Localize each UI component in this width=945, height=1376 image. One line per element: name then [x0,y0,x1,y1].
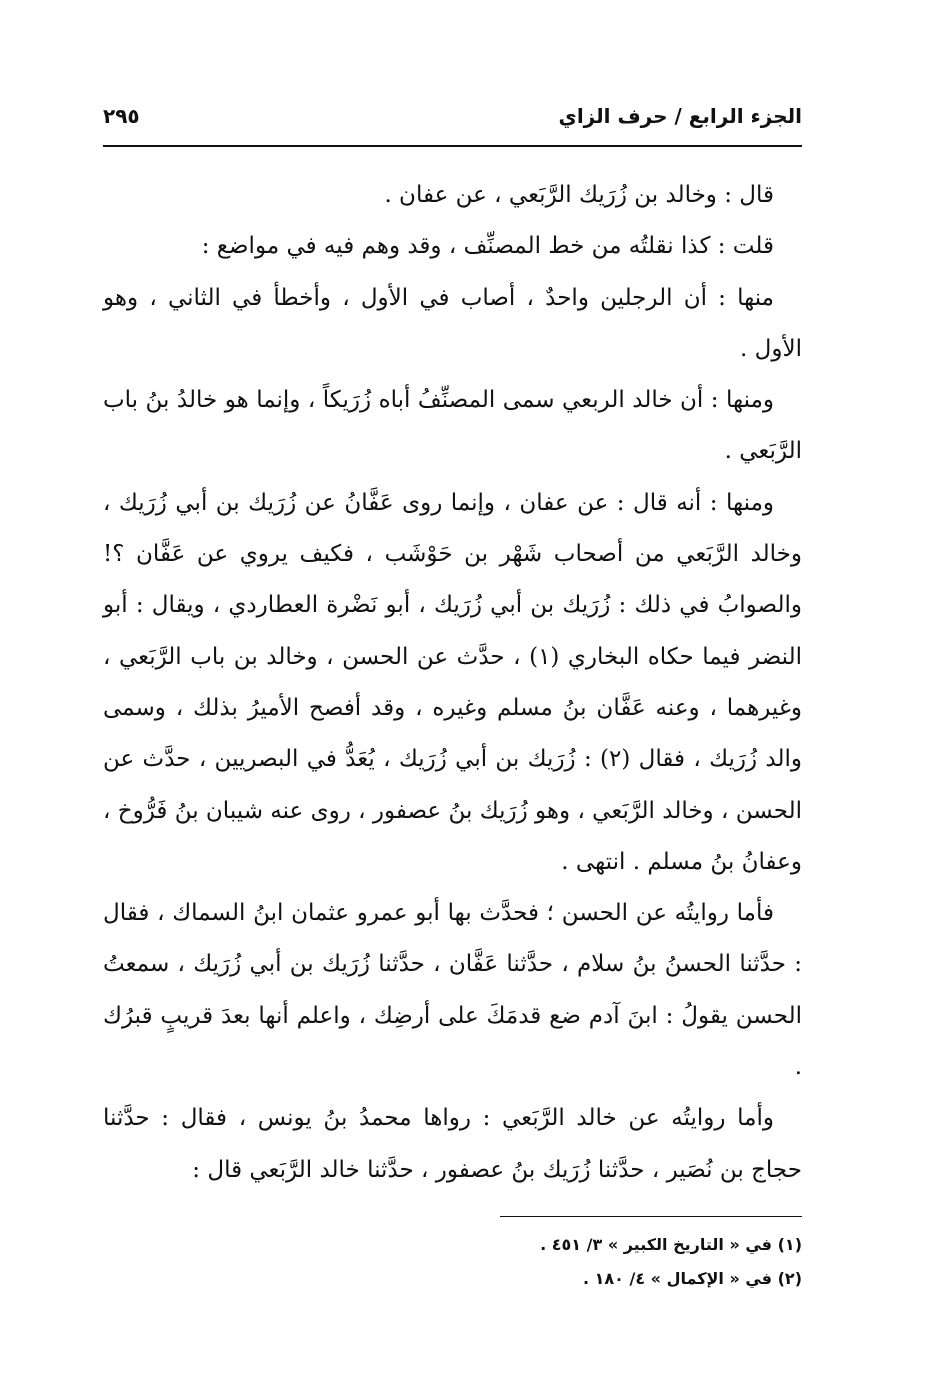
paragraph: منها : أن الرجلين واحدٌ ، أصاب في الأول ، وأخطأ في الثاني ، وهو الأول . [103,284,802,362]
main-text [103,170,802,1196]
paragraph: ومنها : أن خالد الربعي سمى المصنِّفُ أباه زُرَيكاً ، وإنما هو خالدُ بنُ باب الرَّبَعي . [103,387,802,465]
footnote: (٢) في « الإكمال » ٤/ ١٨٠ . [582,1269,802,1288]
paragraph: قلت : كذا نقلتُه من خط المصنِّف ، وقد وهم فيه في مواضع : [201,233,774,260]
paragraph: قال : وخالد بن زُرَيك الرَّبَعي ، عن عفان . [384,182,774,208]
page-header [103,96,802,136]
paragraph: وأما روايتُه عن خالد الرَّبَعي : رواها محمدُ بنُ يونس ، فقال : حدَّثنا حجاج بن نُصَير ، حدَّثنا زُرَيك بنُ عصفور ، حدَّثنا خالد الرَّبَعي قال : [103,1105,802,1183]
page-number: ٢٩٥ [103,104,140,128]
paragraph: فأما روايتُه عن الحسن ؛ فحدَّث بها أبو عمرو عثمان ابنُ السماك ، فقال : حدَّثنا الحسنُ بنُ سلام ، حدَّثنا عَفَّان ، حدَّثنا زُرَيك بن أبي زُرَيك ، سمعتُ الحسن يقولُ : ابنَ آدم ضع قدمَكَ على أرضِك ، واعلم أنها بعدَ قريبٍ قبرُك . [103,900,802,1081]
footnote-rule [500,1216,802,1217]
footnotes [400,1228,802,1296]
running-title: الجزء الرابع / حرف الزاي [558,104,802,128]
footnote: (١) في « التاريخ الكبير » ٣/ ٤٥١ . [540,1235,802,1254]
paragraph: ومنها : أنه قال : عن عفان ، وإنما روى عَفَّانُ عن زُرَيك بن أبي زُرَيك ، وخالد الرَّبَعي من أصحاب شَهْر بن حَوْشَب ، فكيف يروي عن عَفَّان ؟! والصوابُ في ذلك : زُرَيك بن أبي زُرَيك ، أبو نَضْرة العطاردي ، ويقال : أبو النضر فيما حكاه البخاري (١) ، حدَّث عن الحسن ، وخالد بن باب الرَّبَعي ، وغيرهما ، وعنه عَفَّان بنُ مسلم وغيره ، وقد أفصح الأميرُ بذلك ، وسمى والد زُرَيك ، فقال (٢) : زُرَيك بن أبي زُرَيك ، يُعَدُّ في البصريين ، حدَّث عن الحسن ، وخالد الرَّبَعي ، وهو زُرَيك بنُ عصفور ، روى عنه شيبان بنُ فَرُّوخ ، وعفانُ بنُ مسلم . انتهى . [103,489,802,875]
header-rule [103,145,802,147]
